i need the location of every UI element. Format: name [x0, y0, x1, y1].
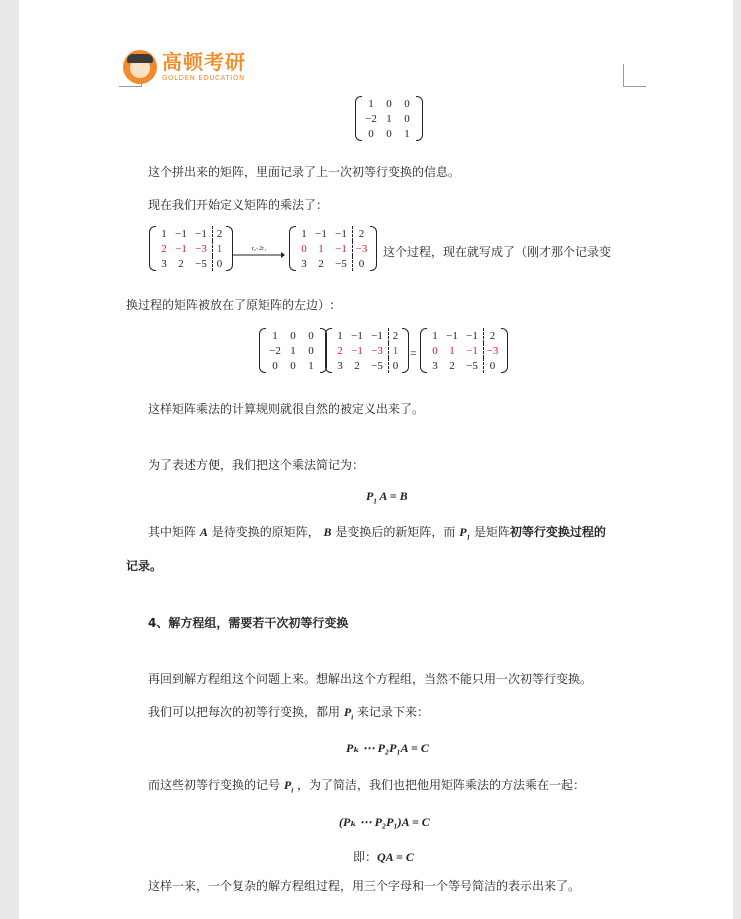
- matrix-cell: 1: [337, 329, 343, 342]
- matrix-cell: 2: [388, 328, 402, 343]
- matrix-cell: −1: [175, 227, 187, 240]
- matrix-cell: 3: [432, 359, 438, 372]
- augmented-matrix-original: [149, 226, 233, 271]
- matrix-cell: −1: [351, 329, 363, 342]
- row-operation-arrow: [233, 246, 285, 258]
- paragraph-3a: 这个过程，现在就写成了（刚才那个记录变: [383, 245, 612, 259]
- equals-sign: =: [410, 346, 417, 360]
- product-right-matrix: [325, 328, 409, 373]
- matrix-cell: −1: [195, 227, 207, 240]
- matrix-cell: −1: [175, 242, 187, 255]
- matrix-cell: 1: [212, 241, 226, 256]
- matrix-cell: −1: [351, 344, 363, 357]
- matrix-cell: 1: [368, 97, 374, 110]
- matrix-cell: 1: [318, 242, 324, 255]
- matrix-cell: 2: [483, 328, 501, 343]
- section-heading-4: 4、解方程组，需要若干次初等行变换: [148, 616, 349, 630]
- matrix-cell: −5: [335, 257, 347, 270]
- matrix-cell: 0: [386, 127, 392, 140]
- matrix-cell: 1: [290, 344, 296, 357]
- arrow-label: r₂−2r₁: [251, 246, 267, 252]
- paragraph-8: 我们可以把每次的初等行变换，都用 $P_i$ 来记录下来：: [148, 705, 429, 722]
- matrix-cell: 3: [161, 257, 167, 270]
- paragraph-6: 其中矩阵 A 是待变换的原矩阵， B 是变换后的新矩阵，而 $P_1$ 是矩阵初等行变换过程的: [148, 525, 606, 542]
- matrix-cell: −5: [195, 257, 207, 270]
- matrix-cell: −1: [335, 227, 347, 240]
- matrix-cell: −1: [315, 227, 327, 240]
- matrix-cell: 0: [352, 256, 370, 271]
- matrix-cell: −1: [466, 344, 478, 357]
- product-result-matrix: [420, 328, 508, 373]
- matrix-cell: 1: [301, 227, 307, 240]
- matrix-cell: −1: [466, 329, 478, 342]
- matrix-cell: −1: [371, 329, 383, 342]
- matrix-cell: 0: [368, 127, 374, 140]
- matrix-cell: 0: [290, 329, 296, 342]
- matrix-cell: 1: [161, 227, 167, 240]
- matrix-cell: −1: [335, 242, 347, 255]
- matrix-cell: 0: [432, 344, 438, 357]
- paragraph-9: 而这些初等行变换的记号 $P_i$ ，为了简洁，我们也把他用矩阵乘法的方法乘在一起：: [148, 778, 585, 795]
- matrix-cell: 2: [352, 226, 370, 241]
- mascot-icon: [123, 50, 157, 84]
- matrix-cell: 1: [404, 127, 410, 140]
- formula-1: $P_1$ A = B: [366, 489, 408, 506]
- matrix-cell: 0: [386, 97, 392, 110]
- matrix-cell: 0: [404, 97, 410, 110]
- matrix-cell: 0: [388, 358, 402, 373]
- matrix-cell: 0: [212, 256, 226, 271]
- matrix-cell: 3: [301, 257, 307, 270]
- matrix-cell: 0: [308, 329, 314, 342]
- matrix-cell: −2: [269, 344, 281, 357]
- matrix-cell: 0: [404, 112, 410, 125]
- matrix-cell: 0: [301, 242, 307, 255]
- matrix-cell: 1: [449, 344, 455, 357]
- logo-subtitle: GOLDEN EDUCATION: [162, 74, 245, 82]
- matrix-cell: 2: [318, 257, 324, 270]
- product-left-matrix: [259, 328, 327, 373]
- matrix-cell: 1: [386, 112, 392, 125]
- logo-title: 高顿考研: [162, 50, 246, 74]
- matrix-cell: 3: [337, 359, 343, 372]
- matrix-cell: 1: [308, 359, 314, 372]
- paragraph-6-end: 记录。: [126, 559, 163, 573]
- matrix-cell: 2: [161, 242, 167, 255]
- formula-3: (Pₖ ⋯ P₂P₁)A = C: [339, 815, 430, 829]
- matrix-cell: −5: [466, 359, 478, 372]
- paragraph-3b: 换过程的矩阵被放在了原矩阵的左边）:: [126, 298, 335, 312]
- elementary-matrix-top: [355, 96, 423, 141]
- matrix-cell: −3: [371, 344, 383, 357]
- paragraph-10: 这样一来，一个复杂的解方程组过程，用三个字母和一个等号简洁的表示出来了。: [148, 879, 581, 893]
- matrix-cell: 2: [354, 359, 360, 372]
- matrix-cell: −5: [371, 359, 383, 372]
- matrix-cell: 2: [178, 257, 184, 270]
- matrix-cell: 2: [337, 344, 343, 357]
- paragraph-7: 再回到解方程组这个问题上来。想解出这个方程组，当然不能只用一次初等行变换。: [148, 672, 593, 686]
- paragraph-2: 现在我们开始定义矩阵的乘法了：: [148, 198, 329, 212]
- golden-education-logo: [123, 50, 246, 84]
- matrix-cell: 1: [388, 343, 402, 358]
- matrix-cell: 0: [290, 359, 296, 372]
- paragraph-5: 为了表述方便，我们把这个乘法简记为：: [148, 458, 365, 472]
- matrix-cell: 2: [449, 359, 455, 372]
- augmented-matrix-transformed: [289, 226, 377, 271]
- paragraph-1: 这个拼出来的矩阵，里面记录了上一次初等行变换的信息。: [148, 165, 461, 179]
- matrix-cell: 1: [272, 329, 278, 342]
- matrix-cell: −2: [365, 112, 377, 125]
- document-page: [19, 0, 733, 919]
- formula-2: Pₖ ⋯ P₂P₁A = C: [346, 741, 429, 755]
- matrix-cell: −3: [195, 242, 207, 255]
- matrix-cell: −3: [352, 241, 370, 256]
- paragraph-4: 这样矩阵乘法的计算规则就很自然的被定义出来了。: [148, 402, 425, 416]
- formula-4: 即：QA = C: [353, 850, 414, 864]
- matrix-cell: −1: [446, 329, 458, 342]
- matrix-cell: −3: [483, 343, 501, 358]
- page-corner-mark-right: [623, 64, 646, 87]
- matrix-cell: 0: [272, 359, 278, 372]
- matrix-cell: 0: [483, 358, 501, 373]
- matrix-cell: 0: [308, 344, 314, 357]
- matrix-cell: 2: [212, 226, 226, 241]
- matrix-cell: 1: [432, 329, 438, 342]
